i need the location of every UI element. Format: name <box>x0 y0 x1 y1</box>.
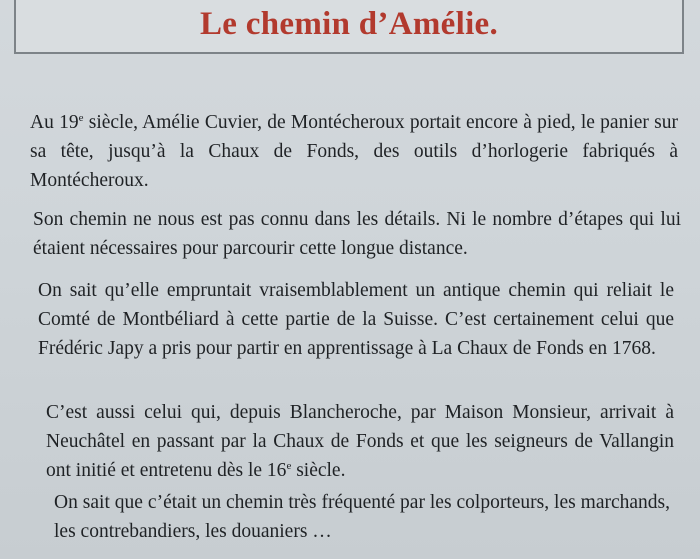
paragraph-1-text-b: siècle, Amélie Cuvier, de Montécheroux portait encore à pied, le panier sur sa tête, jusqu’à la Chaux de Fonds, des outils d’horlogerie fabriqués à Montécheroux. <box>30 112 678 191</box>
paragraph-4-text-b: siècle. <box>291 460 346 481</box>
paragraph-4 <box>46 398 674 485</box>
superscript-e: e <box>78 112 84 124</box>
title-panel <box>14 0 684 54</box>
paragraph-3: On sait qu’elle empruntait vraisemblablement un antique chemin qui reliait le Comté de Montbéliard à cette partie de la Suisse. C’est certainement celui que Frédéric Japy a pris pour partir en apprentissage à La Chaux de Fonds en 1768. <box>38 280 674 359</box>
paragraph-5: On sait que c’était un chemin très fréquenté par les colporteurs, les marchands, les contrebandiers, les douaniers … <box>54 492 670 542</box>
paragraph-1 <box>30 108 678 195</box>
paragraph-4-text-a: C’est aussi celui qui, depuis Blancheroche, par Maison Monsieur, arrivait à Neuchâtel en passant par la Chaux de Fonds et que les seigneurs de Vallangin ont initié et entretenu dès le 16 <box>46 402 674 481</box>
paragraph-2: Son chemin ne nous est pas connu dans les détails. Ni le nombre d’étapes qui lui étaient nécessaires pour parcourir cette longue distance. <box>33 209 681 259</box>
superscript-e: e <box>286 460 292 472</box>
paragraph-1-text-a: Au 19 <box>30 112 79 133</box>
page-title: Le chemin d’Amélie. <box>199 5 499 42</box>
